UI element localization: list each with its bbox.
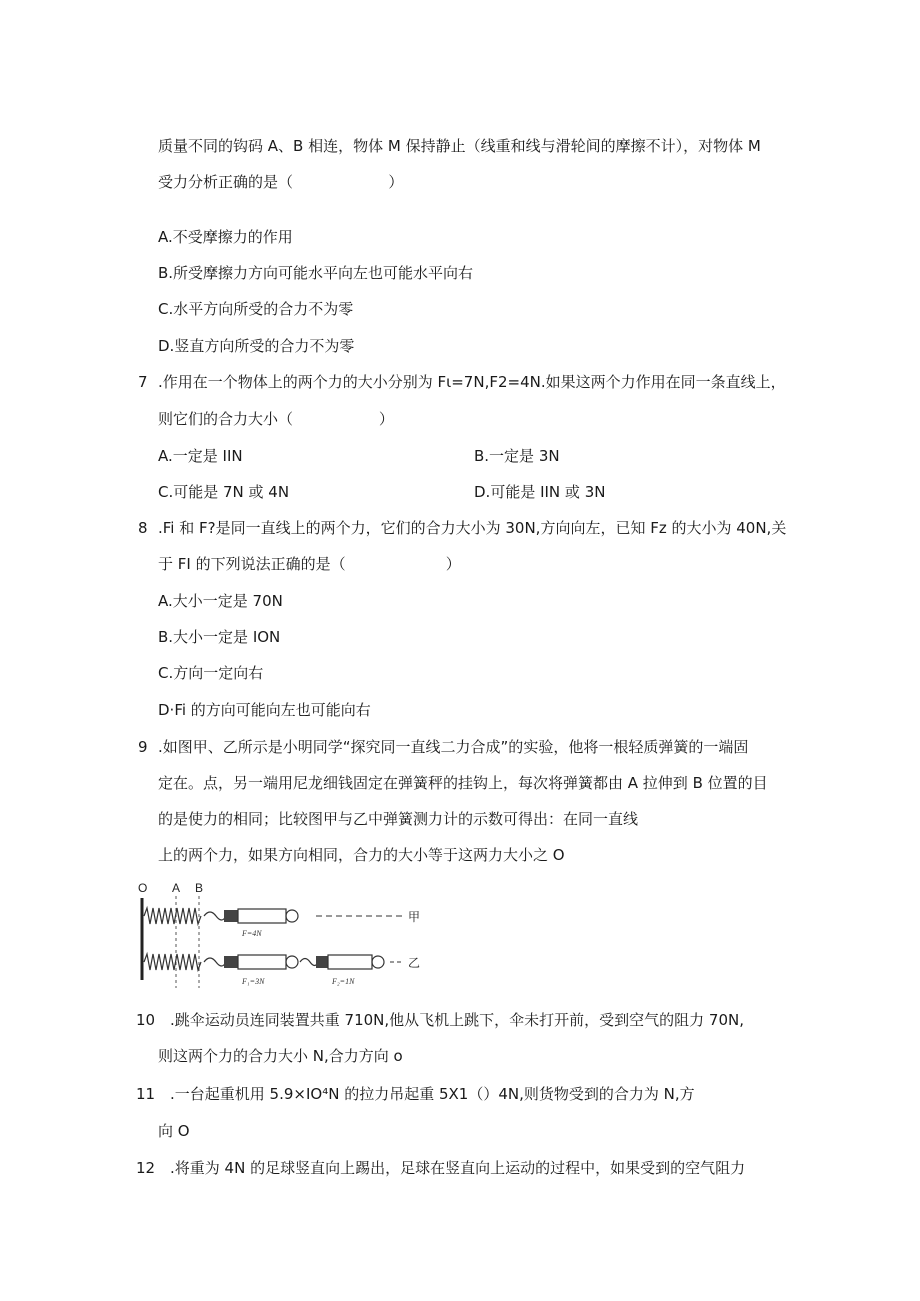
scale-jia-head — [224, 910, 238, 922]
q7-number: 7 — [138, 373, 148, 391]
q9-line2: 定在。点，另一端用尼龙细钱固定在弹簧秤的挂钩上，每次将弹簧都由 A 拉伸到 B 位置的目 — [158, 774, 768, 792]
q11-number: 11 — [136, 1085, 156, 1103]
q6-stem-line2: 受力分析正确的是（ ） — [158, 173, 404, 191]
label-b: B — [195, 881, 204, 895]
q6-option-d: D.竖直方向所受的合力不为零 — [158, 337, 355, 355]
q12-number: 12 — [136, 1159, 156, 1177]
label-a: A — [172, 881, 181, 895]
q8-stem-line2: 于 FI 的下列说法正确的是（ ） — [158, 555, 461, 573]
force-label-jia: F=4N — [242, 929, 262, 938]
spring-scale-yi-1 — [238, 955, 286, 969]
spring-experiment-figure — [136, 880, 426, 992]
q11-line2: 向 O — [158, 1122, 190, 1140]
q11-line1: .一台起重机用 5.9×IO⁴N 的拉力吊起重 5X1（）4N,则货物受到的合力为 N,方 — [170, 1085, 695, 1103]
scale-yi1-head — [224, 956, 238, 968]
q8-option-b: B.大小一定是 ION — [158, 628, 281, 646]
q9-line1: .如图甲、乙所示是小明同学“探究同一直线二力合成”的实验，他将一根轻质弹簧的一端固 — [158, 738, 749, 756]
q8-number: 8 — [138, 519, 148, 537]
q8-option-d: D·Fi 的方向可能向左也可能向右 — [158, 701, 371, 719]
label-jia: 甲 — [408, 910, 421, 924]
q8-option-a: A.大小一定是 70N — [158, 592, 283, 610]
q7-option-c: C.可能是 7N 或 4N — [158, 483, 290, 501]
q7-option-b: B.一定是 3N — [474, 447, 560, 465]
q6-stem-line1: 质量不同的钩码 A、B 相连，物体 M 保持静止（线重和线与滑轮间的摩擦不计），对物体 M — [158, 137, 761, 155]
q6-option-c: C.水平方向所受的合力不为零 — [158, 300, 354, 318]
q7-option-a: A.一定是 IIN — [158, 447, 243, 465]
force-label-yi-2: F₂=1N — [332, 977, 355, 986]
q7-option-d: D.可能是 IIN 或 3N — [474, 483, 606, 501]
label-o: O — [138, 881, 148, 895]
force-label-yi-1: F₁=3N — [242, 977, 265, 986]
scale-yi2-ring — [372, 956, 384, 968]
q6-option-b: B.所受摩擦力方向可能水平向左也可能水平向右 — [158, 264, 474, 282]
q10-line1: .跳伞运动员连同装置共重 710N,他从飞机上跳下，伞未打开前，受到空气的阻力 70N, — [170, 1011, 745, 1029]
q10-number: 10 — [136, 1011, 156, 1029]
q10-line2: 则这两个力的合力大小 N,合力方向 o — [158, 1047, 403, 1065]
q6-option-a: A.不受摩擦力的作用 — [158, 228, 293, 246]
scale-jia-ring — [286, 910, 298, 922]
q9-line3: 的是使力的相同；比较图甲与乙中弹簧测力计的示数可得出：在同一直线 — [158, 810, 639, 828]
q9-line4: 上的两个力，如果方向相同，合力的大小等于这两力大小之 O — [158, 846, 565, 864]
q7-stem-line2: 则它们的合力大小（ ） — [158, 410, 394, 428]
spring-scale-jia — [238, 909, 286, 923]
scale-yi2-head — [316, 956, 328, 968]
q8-stem-line1: .Fi 和 F?是同一直线上的两个力，它们的合力大小为 30N,方向向左，已知 Fz 的大小为 40N,关 — [158, 519, 787, 537]
spring-yi — [144, 954, 201, 970]
q9-number: 9 — [138, 738, 148, 756]
scale-yi1-ring — [286, 956, 298, 968]
q12-line1: .将重为 4N 的足球竖直向上踢出，足球在竖直向上运动的过程中，如果受到的空气阻力 — [170, 1159, 746, 1177]
spring-scale-yi-2 — [328, 955, 372, 969]
spring-jia — [144, 908, 201, 924]
q7-stem-line1: .作用在一个物体上的两个力的大小分别为 Fι=7N,F2=4N.如果这两个力作用在同一条直线上， — [158, 373, 786, 391]
q8-option-c: C.方向一定向右 — [158, 664, 264, 682]
label-yi: 乙 — [408, 956, 421, 970]
